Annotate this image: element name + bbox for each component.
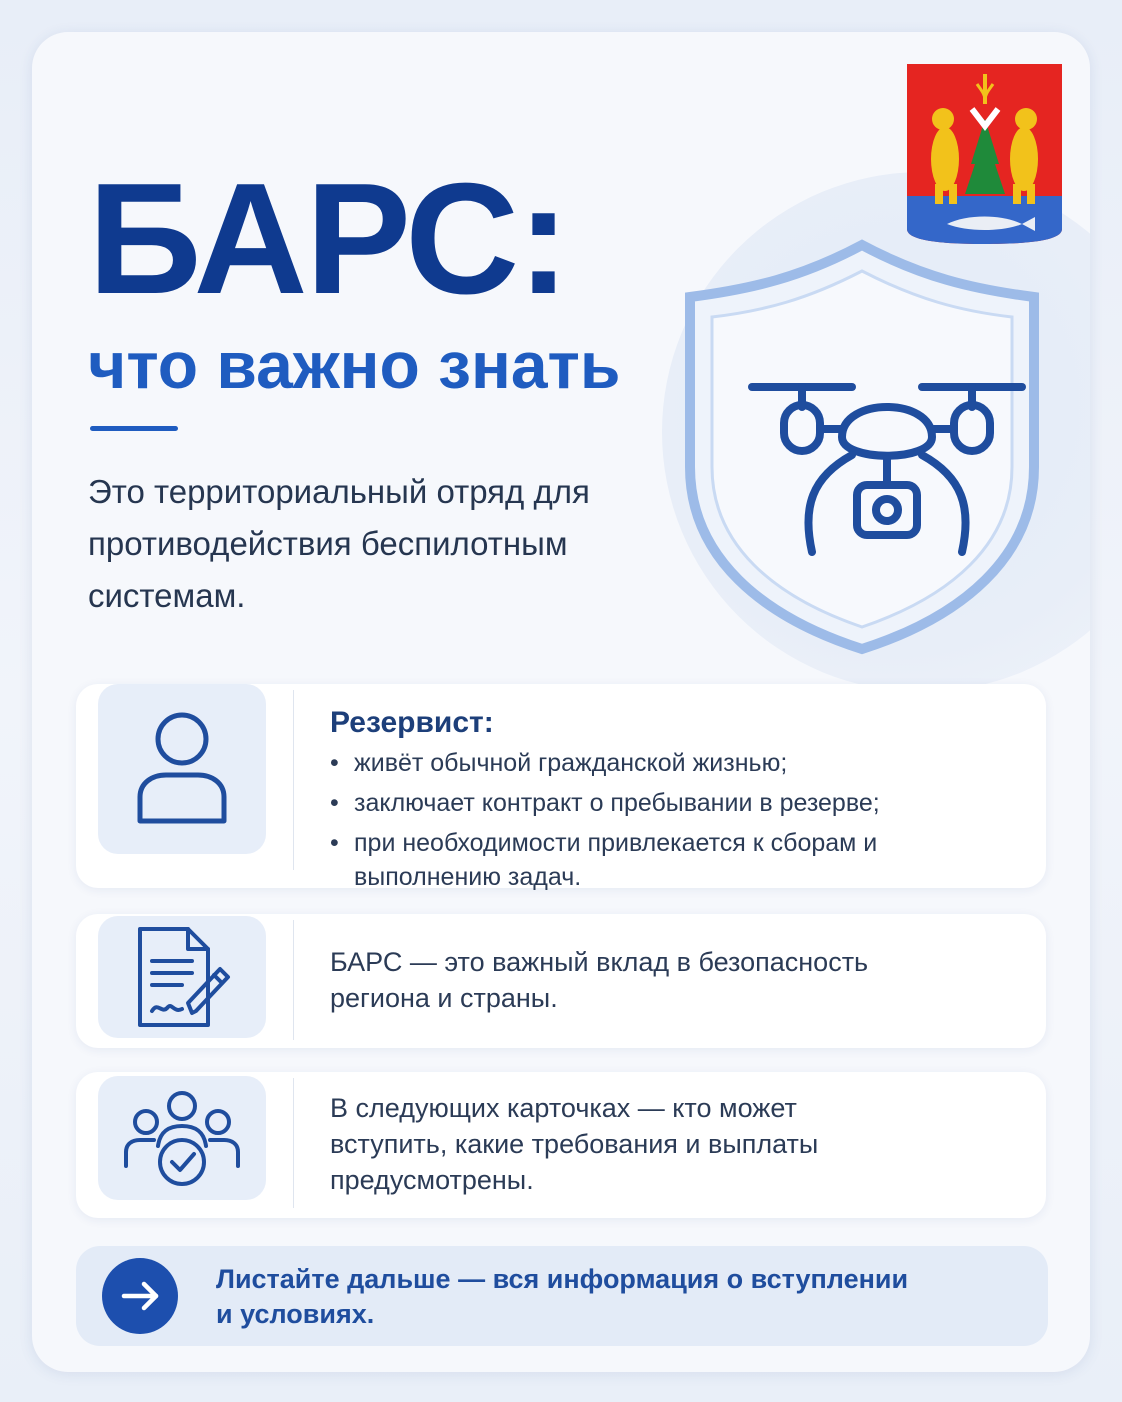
bullet-item: • при необходимости привлекается к сборам и выполнению задач. — [330, 826, 914, 894]
page-title: БАРС: — [88, 151, 568, 327]
cta-banner[interactable] — [76, 1246, 1048, 1346]
title-divider — [90, 426, 178, 431]
user-icon — [132, 709, 232, 829]
contribution-text: БАРС — это важный вклад в безопасность региона и страны. — [330, 947, 869, 1013]
cta-text: Листайте дальше — вся информация о вступлении и условиях. — [216, 1264, 909, 1329]
arrow-right-icon — [118, 1274, 162, 1318]
reservist-icon-box — [98, 684, 266, 854]
group-check-icon — [122, 1088, 242, 1188]
group-icon-box — [98, 1076, 266, 1200]
next-cards-card — [76, 1072, 1046, 1218]
drone-shield-icon — [682, 237, 1042, 657]
coat-of-arms-emblem — [907, 64, 1062, 254]
next-cards-text: В следующих карточках — кто может вступить, какие требования и выплаты предусмотрены. — [330, 1093, 819, 1195]
bullet-item: • заключает контракт о пребывании в резерве; — [330, 786, 994, 820]
card-separator — [293, 690, 294, 870]
reservist-bullets — [330, 746, 994, 900]
document-sign-icon — [132, 925, 232, 1029]
intro-text: Это территориальный отряд для противодействия беспилотным системам. — [88, 473, 590, 614]
card-separator — [293, 1078, 294, 1208]
reservist-card — [76, 684, 1046, 891]
page-subtitle: что важно знать — [88, 328, 621, 402]
bullet-item: • живёт обычной гражданской жизнью; — [330, 746, 994, 780]
contribution-icon-box — [98, 916, 266, 1038]
reservist-title: Резервист: — [330, 706, 494, 739]
poster-card — [32, 32, 1090, 1372]
next-button[interactable] — [102, 1258, 178, 1334]
contribution-card — [76, 914, 1046, 1048]
card-separator — [293, 920, 294, 1040]
